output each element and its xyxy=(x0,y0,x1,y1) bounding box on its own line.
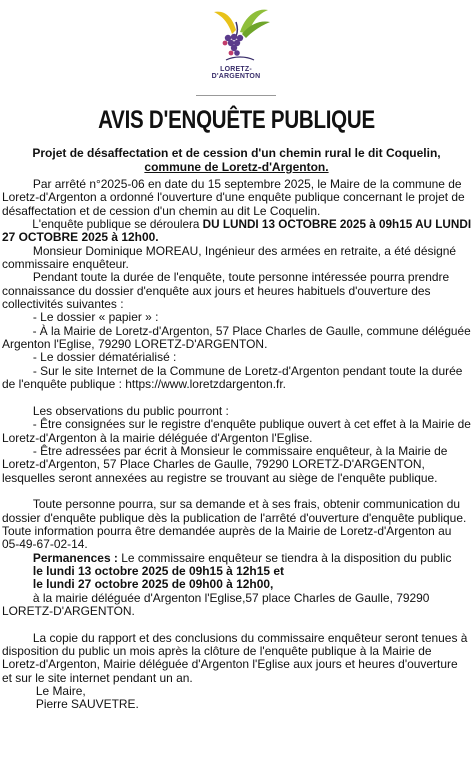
text-line: lesquelles seront annexées au registre se trouvant au siège de l'enquête publique. xyxy=(1,470,438,485)
spacer xyxy=(0,392,473,405)
permanences-label: Permanences : xyxy=(32,550,122,565)
subtitle-line: commune de Loretz-d'Argenton. xyxy=(144,160,329,174)
text-fragment: L'enquête publique se déroulera xyxy=(32,217,203,232)
text-line: dossier d'enquête publique dès la publication de l'arrêté d'ouverture d'enquête publique. xyxy=(1,510,467,525)
text-line: Toute information pourra être demandée auprès de la Mairie de Loretz-d'Argenton au xyxy=(1,523,452,538)
text-line: commissaire enquêteur. xyxy=(1,257,129,272)
text-line: - Le dossier dématérialisé : xyxy=(32,350,177,365)
text-line: Loretz-d'Argenton, 57 Place Charles de Gaulle, 79290 LORETZ-D'ARGENTON, xyxy=(1,457,425,472)
page-title: AVIS D'ENQUÊTE PUBLIQUE xyxy=(98,106,375,134)
date-range-start: DU LUNDI 13 OCTOBRE 2025 à 09h15 AU LUNDI xyxy=(202,217,472,232)
text-line xyxy=(0,552,471,565)
logo-text: LORETZ-D'ARGENTON xyxy=(211,66,261,80)
date-range-end: 27 OCTOBRE 2025 à 12h00. xyxy=(1,230,159,245)
text-line: - À la Mairie de Loretz-d'Argenton, 57 Place Charles de Gaulle, commune déléguée xyxy=(32,323,471,338)
text-line: Loretz-d'Argenton, Mairie déléguée d'Argenton l'Eglise aux jours et heures d'ouverture xyxy=(1,657,458,672)
text-line: collectivités suivantes : xyxy=(1,297,124,312)
divider xyxy=(196,95,276,96)
notice-body xyxy=(0,178,473,712)
text-line: Toute personne pourra, sur sa demande et à ses frais, obtenir communication du xyxy=(32,497,461,512)
text-line: - Être consignées sur le registre d'enquête publique ouvert à cet effet à la Mairie de xyxy=(32,417,471,432)
text-line: Pendant toute la durée de l'enquête, toute personne intéressée pourra prendre xyxy=(32,270,450,285)
text-line: La copie du rapport et des conclusions du commissaire enquêteur seront tenues à xyxy=(32,630,468,645)
text-line: disposition du public un mois après la clôture de l'enquête publique à la Mairie de xyxy=(1,644,432,659)
text-line: - Être adressées par écrit à Monsieur le commissaire enquêteur, à la Mairie de xyxy=(32,443,448,458)
text-line xyxy=(0,565,471,578)
spacer xyxy=(0,618,473,631)
spacer xyxy=(0,485,473,498)
permanence-date: le lundi 13 octobre 2025 de 09h15 à 12h15 et xyxy=(32,563,284,578)
text-line: Loretz-d'Argenton à la mairie déléguée d'Argenton l'Eglise. xyxy=(1,430,313,445)
text-line: Monsieur Dominique MOREAU, Ingénieur des armées en retraite, a été désigné xyxy=(32,243,457,258)
text-line: connaissance du dossier d'enquête aux jours et heures habituels d'ouverture des xyxy=(1,283,431,298)
text-line: à la mairie déléguée d'Argenton l'Eglise,57 place Charles de Gaulle, 79290 xyxy=(32,590,430,605)
subtitle-line: Projet de désaffectation et de cession d'un chemin rural le dit Coquelin, xyxy=(32,146,441,160)
text-line: Argenton l'Eglise, 79290 LORETZ-D'ARGENTON. xyxy=(1,337,268,352)
text-line: Loretz-d'Argenton a ordonné l'ouverture d'une enquête publique concernant le projet de xyxy=(1,190,465,205)
signature-name: Pierre SAUVETRE. xyxy=(35,697,139,712)
permanence-date: le lundi 27 octobre 2025 de 09h00 à 12h00, xyxy=(32,577,274,592)
town-logo xyxy=(196,2,276,86)
text-line xyxy=(0,578,471,591)
text-line: 05-49-67-02-14. xyxy=(1,537,88,552)
text-line: - Sur le site Internet de la Commune de Loretz-d'Argenton pendant toute la durée xyxy=(32,363,463,378)
text-line: - Le dossier « papier » : xyxy=(32,310,159,325)
text-line xyxy=(0,231,471,244)
text-line: LORETZ-D'ARGENTON. xyxy=(1,604,135,618)
text-line: désaffectation et de cession d'un chemin au dit Le Coquelin. xyxy=(1,203,321,218)
text-line: Les observations du public pourront : xyxy=(32,403,229,418)
subtitle xyxy=(14,146,459,174)
grape-bird-icon xyxy=(196,2,276,66)
text-line: et sur le site internet pendant un an. xyxy=(1,670,193,685)
text-line: Par arrêté n°2025-06 en date du 15 septembre 2025, le Maire de la commune de xyxy=(32,177,462,191)
text-fragment: Le commissaire enquêteur se tiendra à la disposition du public xyxy=(121,550,452,565)
text-line xyxy=(0,217,472,232)
signature-line: Le Maire, xyxy=(35,684,86,699)
text-line: de l'enquête publique : https://www.loretzdargenton.fr. xyxy=(1,377,286,392)
